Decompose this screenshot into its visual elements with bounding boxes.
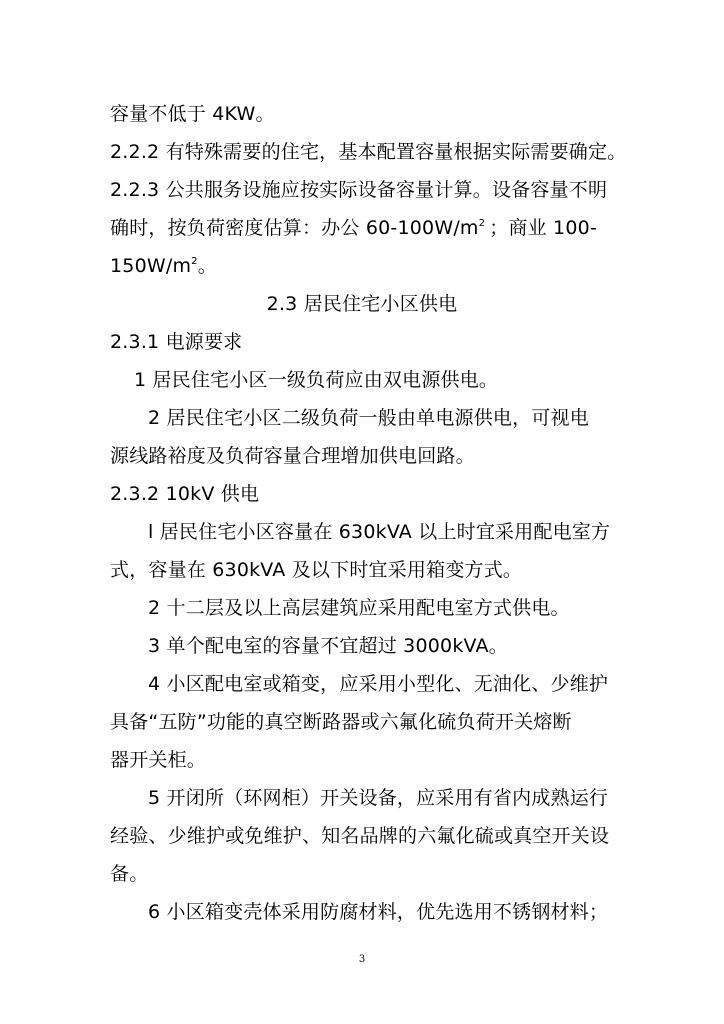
text-segment: 确时，按负荷密度估算：办公 60-100W/m [110, 217, 479, 239]
superscript: 2 [191, 256, 198, 267]
text-line: 经验、少维护或免维护、知名品牌的六氟化硫或真空开关设 [110, 825, 610, 847]
list-item: 2 十二层及以上高层建筑应采用配电室方式供电。 [148, 597, 570, 619]
list-item: 6 小区箱变壳体采用防腐材料，优先选用不锈钢材料； [148, 901, 609, 923]
list-item: 1 居民住宅小区一级负荷应由双电源供电。 [134, 369, 499, 391]
text-line [110, 254, 217, 278]
list-item: l 居民住宅小区容量在 630kVA 以上时宜采用配电室方 [148, 521, 611, 543]
page-number: 3 [358, 954, 366, 965]
list-item: 5 开闭所（环网柜）开关设备，应采用有省内成熟运行 [148, 787, 609, 809]
text-line [110, 216, 597, 240]
list-item: 2 居民住宅小区二级负荷一般由单电源供电，可视电 [148, 407, 589, 429]
text-line: 器开关柜。 [110, 749, 207, 771]
text-line: 源线路裕度及负荷容量合理增加供电回路。 [110, 445, 475, 467]
superscript: 2 [478, 218, 486, 229]
text-segment: 。 [197, 255, 217, 277]
clause-2-3-2: 2.3.2 10kV 供电 [110, 483, 260, 505]
text-line: 式，容量在 630kVA 及以下时宜采用箱变方式。 [110, 559, 523, 581]
list-item: 4 小区配电室或箱变，应采用小型化、无油化、少维护 [148, 673, 609, 695]
text-segment: 150W/m [110, 255, 192, 277]
text-segment: ；商业 100- [489, 217, 597, 239]
clause-2-2-3: 2.2.3 公共服务设施应按实际设备容量计算。设备容量不明 [110, 179, 608, 201]
text-line: 备。 [110, 863, 149, 885]
list-item: 3 单个配电室的容量不宜超过 3000kVA。 [148, 635, 508, 657]
text-line: 具备“五防”功能的真空断路器或六氟化硫负荷开关熔断 [110, 711, 572, 733]
text-line: 容量不低于 4KW。 [110, 103, 275, 125]
clause-2-2-2: 2.2.2 有特殊需要的住宅，基本配置容量根据实际需要确定。 [110, 141, 627, 163]
clause-2-3-1: 2.3.1 电源要求 [110, 331, 243, 353]
section-heading: 2.3 居民住宅小区供电 [266, 293, 458, 315]
